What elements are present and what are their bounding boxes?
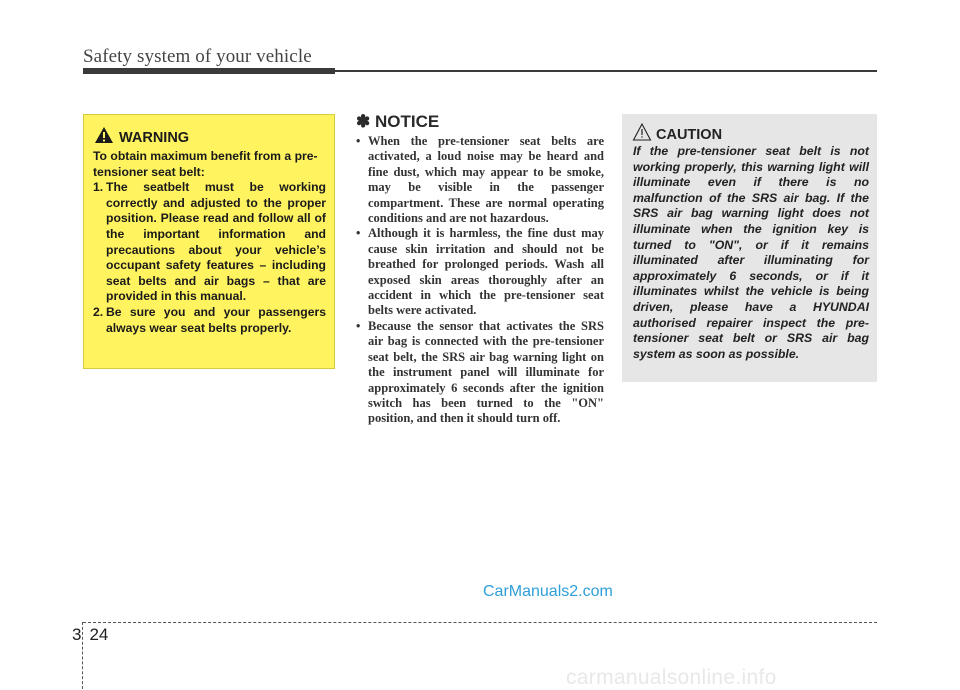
notice-bullet-item	[356, 319, 604, 427]
carmanuals-watermark-link[interactable]: CarManuals2.com	[483, 583, 613, 600]
warning-item-number: 2.	[93, 304, 104, 319]
notice-bullet-text: When the pre-tensioner seat belts are activated, a loud noise may be heard and fine dust, which may appear to be smoke, may be visible in the passenger compartment. These are normal operating conditions and are not hazardous.	[368, 134, 604, 226]
notice-bullet-text: Although it is harmless, the fine dust may cause skin irritation and should not be breathed for prolonged periods. Wash all exposed skin areas thoroughly after an accident in which the pre-tensioner seat belts were activated.	[368, 226, 604, 318]
header-rule	[335, 70, 877, 72]
notice-bullet-text: Because the sensor that activates the SRS air bag is connected with the pre-tensioner seat belt, the SRS air bag warning light on the instrument panel will illuminate for approximately 6 seconds after the ignition switch has been turned to the "ON" position, and then it should turn off.	[368, 318, 604, 426]
section-number: 3	[72, 625, 82, 644]
notice-list	[356, 134, 604, 427]
warning-item	[93, 180, 326, 305]
warning-item-text: Be sure you and your passengers always wear seat belts properly.	[106, 304, 326, 335]
warning-title: WARNING	[119, 129, 190, 146]
bottom-watermark: carmanualsonline.info	[566, 666, 777, 689]
bullet-dot: •	[356, 226, 361, 241]
notice-bullet-item	[356, 134, 604, 226]
bullet-dot: •	[356, 318, 361, 333]
notice-bullet-item	[356, 226, 604, 318]
warning-box	[83, 114, 335, 369]
footer-rule	[83, 622, 877, 623]
caution-box	[622, 114, 877, 382]
notice-heading	[356, 112, 439, 132]
page-header-title: Safety system of your vehicle	[83, 46, 312, 67]
notice-title: NOTICE	[374, 112, 440, 131]
warning-body	[93, 149, 326, 336]
warning-item-number: 1.	[93, 180, 104, 195]
warning-header	[94, 126, 189, 149]
warning-intro: To obtain maximum benefit from a pre-tensioner seat belt:	[93, 149, 318, 179]
warning-triangle-icon	[94, 126, 119, 149]
page-number	[72, 625, 108, 645]
caution-title: CAUTION	[656, 126, 723, 143]
warning-item-text: The seatbelt must be working correctly and adjusted to the proper position. Please read and follow all of the important information and precautions about your vehicle’s occupant safety features – including seat belts and air bags – that are provided in this manual.	[106, 180, 326, 304]
bullet-dot: •	[356, 134, 361, 148]
page-number-value: 24	[89, 625, 109, 644]
notice-star-icon: ✽	[356, 112, 371, 131]
warning-item	[93, 305, 326, 336]
caution-text: If the pre-tensioner seat belt is not working properly, this warning light will illuminate even if there is no malfunction of the SRS air bag. If the SRS air bag warning light does not illuminate when the ignition key is turned to "ON", or if it remains illuminated after illuminating for approximately 6 seconds, or if it illuminates whilst the vehicle is being driven, please have a HYUNDAI authorised repairer inspect the pre-tensioner seat belt or SRS air bag system as soon as possible.	[633, 144, 869, 361]
header-bar	[83, 68, 335, 74]
